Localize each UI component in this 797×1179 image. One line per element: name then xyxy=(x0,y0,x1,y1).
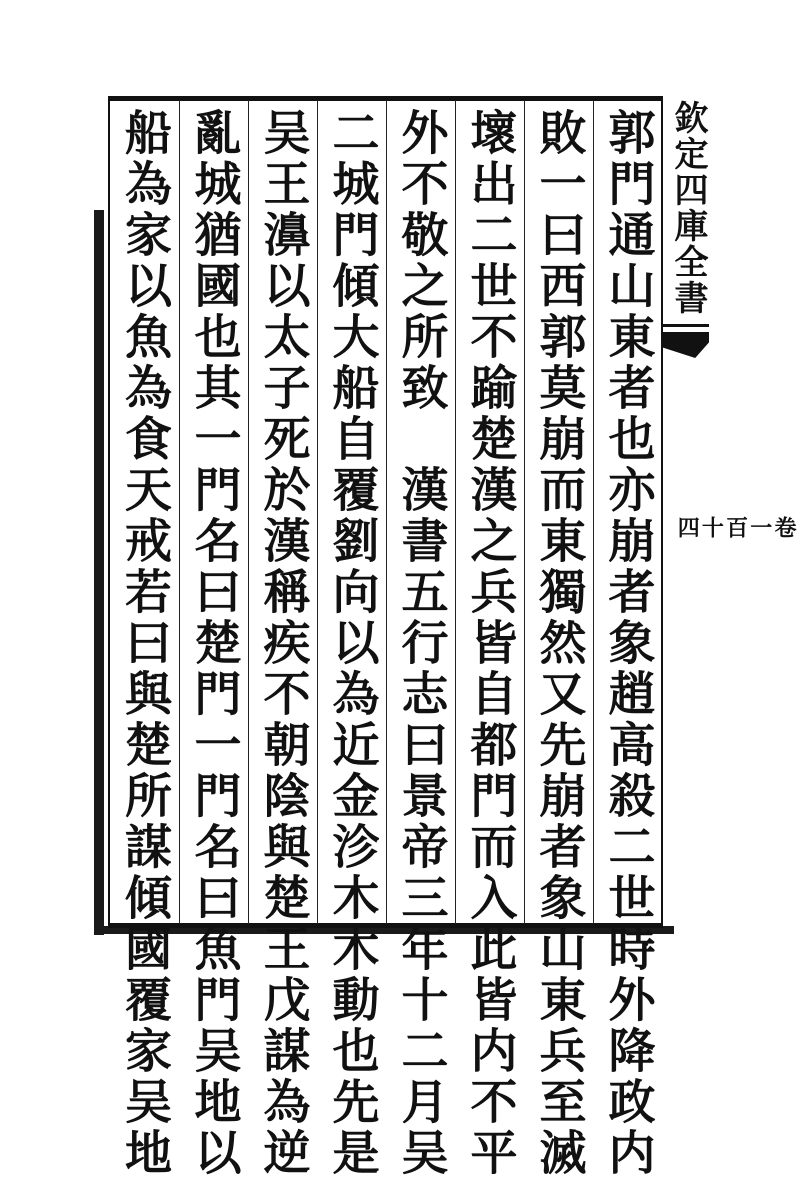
text-column-2 xyxy=(524,100,593,1179)
text-column-7 xyxy=(179,100,248,1179)
text-column-4 xyxy=(386,100,455,1179)
column-text: 船為家以魚為食天戒若曰與楚所謀傾國覆家吴地 xyxy=(117,108,172,1179)
column-text: 外不敬之所致 漢書五行志曰景帝三年十二月吴 xyxy=(393,108,449,1179)
text-column-8 xyxy=(110,100,179,1179)
text-column-3 xyxy=(455,100,524,1179)
text-column-1 xyxy=(593,100,662,1179)
scan-edge-left xyxy=(94,210,104,935)
fish-tail-mark-icon xyxy=(663,332,709,358)
column-text: 亂城猶國也其一門名曰楚門一門名曰魚門吴地以 xyxy=(186,108,242,1179)
column-text: 郭門通山東者也亦崩者象趙高殺二世時外降政内 xyxy=(600,108,656,1179)
column-text: 敗一曰西郭莫崩而東獨然又先崩者象山東兵至滅 xyxy=(531,108,587,1179)
book-title: 欽定四庫全書 xyxy=(668,100,708,316)
text-column-5 xyxy=(317,100,386,1179)
text-columns xyxy=(110,100,662,1179)
column-text: 壞出二世不踰楚漢之兵皆自都門而入此皆内不平 xyxy=(462,108,518,1179)
column-text: 吴王濞以太子死於漢稱疾不朝陰與楚王戊謀為逆 xyxy=(255,108,311,1179)
margin-strip xyxy=(663,96,797,539)
volume-label: 卷一百十四 xyxy=(674,516,797,539)
column-text: 二城門傾大船自覆劉向以為近金沴木木動也先是 xyxy=(324,108,380,1179)
text-column-6 xyxy=(248,100,317,1179)
margin-divider xyxy=(663,324,709,327)
